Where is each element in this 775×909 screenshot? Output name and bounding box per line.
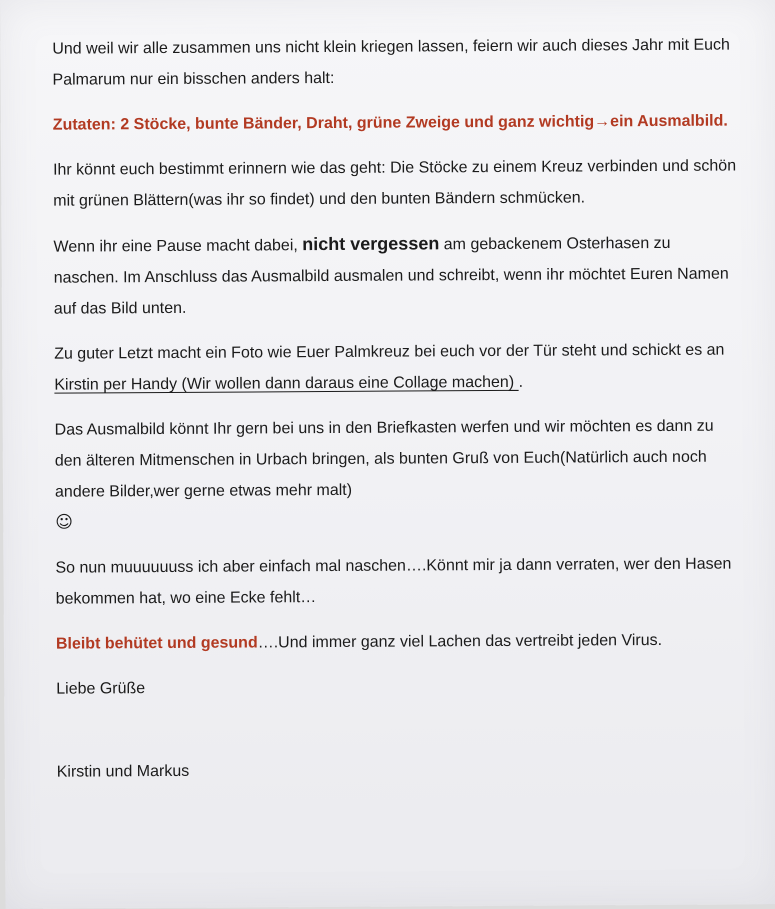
instructions-paragraph: Ihr könnt euch bestimmt erinnern wie das geht: Die Stöcke zu einem Kreuz verbinden und schön mit grünen Blättern(was ihr so findet) und den bunten Bändern schmücken. xyxy=(52,157,737,210)
pause-text-after: am gebackenem Osterhasen zu naschen. Im Anschluss das Ausmalbild ausmalen und schreibt, wenn ihr möchtet Euren Namen auf das Bild unten. xyxy=(53,234,729,318)
signature: Kirstin und Markus xyxy=(56,762,190,781)
photo-paragraph xyxy=(54,334,739,400)
pause-emphasis: nicht vergessen xyxy=(302,233,440,255)
mailbox-paragraph xyxy=(55,410,741,538)
closing-rest-text: ….Und immer ganz viel Lachen das vertreibt jeden Virus. xyxy=(257,631,663,652)
photo-text-before: Zu guter Letzt macht ein Foto wie Euer Palmkreuz bei euch vor der Tür steht und schickt es an xyxy=(54,341,725,363)
photo-text-after: . xyxy=(518,373,524,391)
pause-text-before: Wenn ihr eine Pause macht dabei, xyxy=(53,237,303,256)
smiley-icon: ☺ xyxy=(55,512,73,533)
closing-red-text: Bleibt behütet und gesund xyxy=(55,634,258,653)
closing-paragraph xyxy=(56,624,741,659)
letter-body xyxy=(52,29,742,801)
mailbox-text: Das Ausmalbild könnt Ihr gern bei uns in den Briefkasten werfen und wir möchten es dann zu den älteren Mitmenschen in Urbach bringen, als bunten Gruß von Euch(Natürlich auch noch andere Bilder,wer gerne etwas mehr malt) xyxy=(54,417,714,501)
pause-paragraph xyxy=(53,226,739,324)
ingredients-paragraph: Zutaten: 2 Stöcke, bunte Bänder, Draht, grüne Zweige und ganz wichtig→ein Ausmalbild. xyxy=(52,112,728,134)
snack-paragraph: So nun muuuuuuss ich aber einfach mal naschen….Könnt mir ja dann verraten, wer den Hasen bekommen hat, wo eine Ecke fehlt… xyxy=(55,555,732,608)
greeting: Liebe Grüße xyxy=(56,680,146,698)
photo-contact-underlined: Kirstin per Handy (Wir wollen dann daraus eine Collage machen) xyxy=(54,373,519,394)
intro-paragraph: Und weil wir alle zusammen uns nicht klein kriegen lassen, feiern wir auch dieses Jahr mit Euch Palmarum nur ein bisschen anders halt: xyxy=(52,36,730,89)
